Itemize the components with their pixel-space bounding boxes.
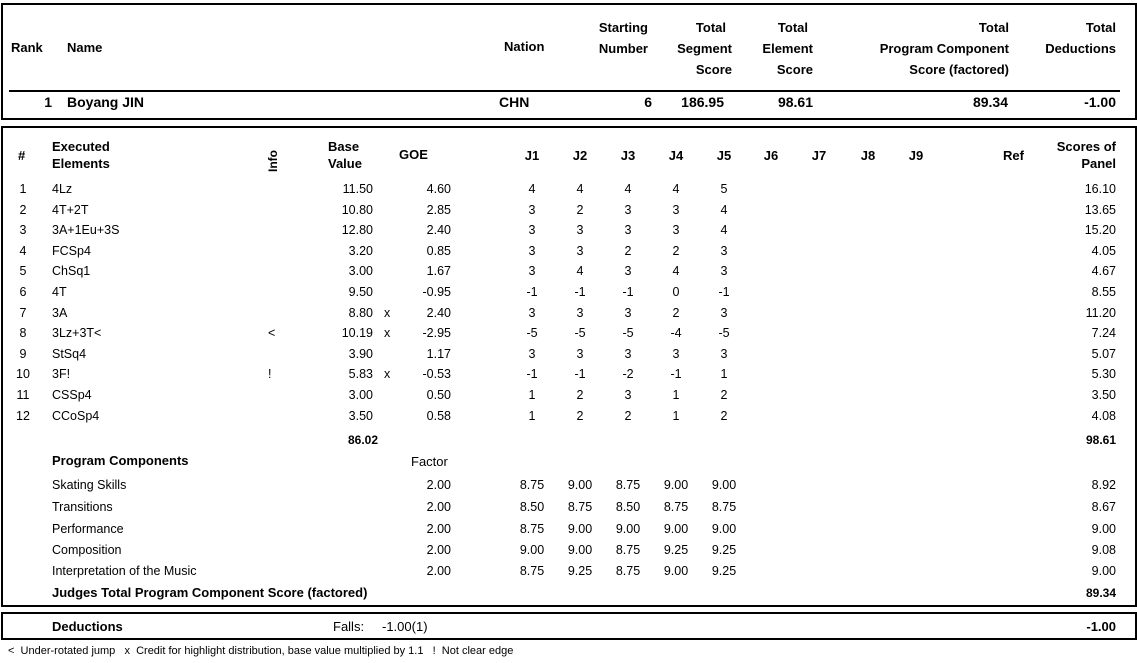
component-name: Composition: [52, 543, 122, 557]
judge-header-6: J6: [763, 148, 779, 163]
element-base-value: 3.90: [348, 347, 373, 361]
starting-number-header: Starting Number: [598, 20, 648, 56]
element-judge-score-j3: 2: [624, 244, 632, 258]
component-panel-score: 9.08: [1091, 543, 1116, 557]
element-panel-score: 5.07: [1091, 347, 1116, 361]
element-judge-score-j5: 2: [720, 409, 728, 423]
element-judge-score-j5: 3: [720, 244, 728, 258]
element-info: <: [268, 326, 276, 340]
component-factor: 2.00: [426, 500, 451, 514]
component-judge-score-j5: 9.25: [711, 543, 737, 557]
element-number: 8: [19, 326, 27, 340]
element-panel-score: 13.65: [1084, 203, 1116, 217]
element-name: CSSp4: [52, 388, 92, 402]
element-base-value: 8.80: [348, 306, 373, 320]
element-number: 3: [19, 223, 27, 237]
element-judge-score-j2: 2: [576, 388, 584, 402]
element-judge-score-j1: 3: [528, 244, 536, 258]
element-judge-score-j3: -5: [622, 326, 634, 340]
rank-header: Rank: [11, 40, 43, 55]
element-judge-score-j5: 4: [720, 203, 728, 217]
component-name: Performance: [52, 522, 124, 536]
element-panel-score: 7.24: [1091, 326, 1116, 340]
element-judge-score-j4: 3: [672, 347, 680, 361]
element-judge-score-j1: -5: [526, 326, 538, 340]
element-judge-score-j5: 5: [720, 182, 728, 196]
element-name: 4T: [52, 285, 67, 299]
component-judge-score-j3: 9.00: [615, 522, 641, 536]
judge-header-2: J2: [572, 148, 588, 163]
element-judge-score-j2: -1: [574, 285, 586, 299]
element-panel-score: 4.08: [1091, 409, 1116, 423]
name-header: Name: [67, 40, 103, 55]
element-number: 9: [19, 347, 27, 361]
element-judge-score-j1: 3: [528, 223, 536, 237]
element-judge-score-j3: 3: [624, 306, 632, 320]
judge-header-9: J9: [908, 148, 924, 163]
summary-divider: [9, 90, 1120, 92]
element-judge-score-j2: 2: [576, 203, 584, 217]
element-goe: 2.40: [426, 223, 451, 237]
pcs-total-label: Judges Total Program Component Score (factored): [52, 585, 368, 600]
element-judge-score-j1: 1: [528, 409, 536, 423]
element-number: 6: [19, 285, 27, 299]
element-judge-score-j2: -5: [574, 326, 586, 340]
component-panel-score: 9.00: [1091, 564, 1116, 578]
element-judge-score-j1: 1: [528, 388, 536, 402]
deductions-total: -1.00: [1086, 619, 1116, 634]
component-judge-score-j1: 8.75: [519, 522, 545, 536]
element-goe: 0.85: [426, 244, 451, 258]
element-judge-score-j2: 3: [576, 306, 584, 320]
factor-header: Factor: [411, 454, 448, 469]
scores-of-panel-header: Scores of Panel: [1056, 139, 1116, 171]
element-number: 11: [16, 388, 30, 402]
element-judge-score-j1: -1: [526, 367, 538, 381]
element-number: 12: [16, 409, 30, 423]
element-base-value: 3.00: [348, 388, 373, 402]
element-judge-score-j1: 3: [528, 264, 536, 278]
elements-score-total: 98.61: [1085, 433, 1116, 447]
element-judge-score-j5: 1: [720, 367, 728, 381]
element-bonus-marker: x: [384, 367, 391, 381]
element-judge-score-j4: 3: [672, 223, 680, 237]
skater-rank: 1: [44, 94, 52, 110]
element-panel-score: 3.50: [1091, 388, 1116, 402]
element-judge-score-j2: 2: [576, 409, 584, 423]
component-judge-score-j3: 8.75: [615, 478, 641, 492]
element-judge-score-j1: 3: [528, 203, 536, 217]
nation-header: Nation: [504, 39, 545, 54]
falls-value: -1.00(1): [382, 619, 428, 634]
component-factor: 2.00: [426, 478, 451, 492]
base-value-header: Base Value: [328, 139, 362, 171]
pcs-header: Total Program Component Score (factored): [879, 20, 1009, 77]
element-judge-score-j2: 3: [576, 244, 584, 258]
element-judge-score-j5: 3: [720, 347, 728, 361]
element-judge-score-j3: 3: [624, 203, 632, 217]
element-panel-score: 15.20: [1084, 223, 1116, 237]
element-panel-score: 11.20: [1085, 306, 1116, 320]
element-goe: 2.40: [426, 306, 451, 320]
element-judge-score-j5: -1: [718, 285, 730, 299]
element-judge-score-j4: -1: [670, 367, 682, 381]
element-panel-score: 8.55: [1091, 285, 1116, 299]
element-panel-score: 5.30: [1091, 367, 1116, 381]
element-goe: -0.95: [422, 285, 451, 299]
skater-pcs: 89.34: [972, 94, 1008, 110]
element-base-value: 3.50: [348, 409, 373, 423]
element-bonus-marker: x: [384, 326, 391, 340]
component-factor: 2.00: [426, 564, 451, 578]
component-judge-score-j4: 9.00: [663, 564, 689, 578]
element-judge-score-j4: 1: [672, 409, 680, 423]
component-judge-score-j5: 9.00: [711, 522, 737, 536]
element-name: ChSq1: [52, 264, 91, 278]
component-judge-score-j4: 9.00: [663, 522, 689, 536]
element-number: 7: [19, 306, 27, 320]
element-name: StSq4: [52, 347, 87, 361]
element-judge-score-j4: 1: [672, 388, 680, 402]
component-judge-score-j2: 8.75: [567, 500, 593, 514]
element-name: 3A: [52, 306, 68, 320]
element-name: 3F!: [52, 367, 71, 381]
skater-tes: 98.61: [777, 94, 813, 110]
element-name: 3A+1Eu+3S: [52, 223, 120, 237]
element-name: FCSp4: [52, 244, 91, 258]
element-judge-score-j3: -2: [622, 367, 634, 381]
element-judge-score-j2: 3: [576, 223, 584, 237]
element-judge-score-j2: 4: [576, 182, 584, 196]
element-judge-score-j4: 4: [672, 182, 680, 196]
component-judge-score-j1: 9.00: [519, 543, 545, 557]
element-judge-score-j3: 3: [624, 264, 632, 278]
element-name: 4Lz: [52, 182, 73, 196]
judge-header-4: J4: [668, 148, 684, 163]
component-judge-score-j4: 9.25: [663, 543, 689, 557]
element-goe: 0.58: [426, 409, 451, 423]
element-bonus-marker: x: [384, 306, 391, 320]
element-base-value: 12.80: [341, 223, 373, 237]
num-header: #: [18, 148, 26, 163]
element-number: 10: [16, 367, 30, 381]
component-judge-score-j2: 9.00: [567, 522, 593, 536]
element-info: !: [268, 367, 272, 381]
element-judge-score-j4: -4: [670, 326, 682, 340]
ref-header: Ref: [1003, 148, 1024, 163]
element-goe: 1.67: [426, 264, 451, 278]
element-judge-score-j2: 3: [576, 347, 584, 361]
element-judge-score-j3: 4: [624, 182, 632, 196]
element-judge-score-j1: 3: [528, 306, 536, 320]
element-judge-score-j3: 3: [624, 223, 632, 237]
element-judge-score-j3: 2: [624, 409, 632, 423]
skater-deductions: -1.00: [1084, 94, 1116, 110]
element-judge-score-j1: 4: [528, 182, 536, 196]
judge-header-5: J5: [716, 148, 732, 163]
component-panel-score: 9.00: [1091, 522, 1116, 536]
element-base-value: 10.19: [341, 326, 373, 340]
component-judge-score-j5: 9.00: [711, 478, 737, 492]
judge-header-7: J7: [811, 148, 827, 163]
judge-header-3: J3: [620, 148, 636, 163]
component-name: Interpretation of the Music: [52, 564, 197, 578]
component-judge-score-j1: 8.75: [519, 478, 545, 492]
element-judge-score-j4: 4: [672, 264, 680, 278]
element-goe: -2.95: [422, 326, 451, 340]
element-judge-score-j1: 3: [528, 347, 536, 361]
component-factor: 2.00: [426, 543, 451, 557]
element-panel-score: 4.67: [1091, 264, 1116, 278]
element-judge-score-j3: -1: [622, 285, 634, 299]
element-base-value: 3.20: [348, 244, 373, 258]
component-judge-score-j5: 8.75: [711, 500, 737, 514]
element-judge-score-j5: 2: [720, 388, 728, 402]
component-factor: 2.00: [426, 522, 451, 536]
goe-header: GOE: [399, 147, 428, 162]
element-goe: 1.17: [426, 347, 451, 361]
skater-name: Boyang JIN: [67, 94, 145, 110]
base-value-total: 86.02: [347, 433, 378, 447]
element-base-value: 10.80: [341, 203, 373, 217]
element-goe: 4.60: [426, 182, 451, 196]
element-base-value: 9.50: [348, 285, 373, 299]
component-judge-score-j4: 9.00: [663, 478, 689, 492]
element-judge-score-j3: 3: [624, 347, 632, 361]
component-judge-score-j2: 9.00: [567, 478, 593, 492]
element-judge-score-j5: -5: [718, 326, 730, 340]
info-header: Info: [266, 150, 280, 172]
pcs-total: 89.34: [1085, 586, 1116, 600]
element-goe: -0.53: [422, 367, 451, 381]
element-judge-score-j2: 4: [576, 264, 584, 278]
component-panel-score: 8.92: [1091, 478, 1116, 492]
element-judge-score-j5: 4: [720, 223, 728, 237]
component-judge-score-j5: 9.25: [711, 564, 737, 578]
program-components-title: Program Components: [52, 453, 189, 468]
element-goe: 2.85: [426, 203, 451, 217]
element-judge-score-j4: 3: [672, 203, 680, 217]
element-base-value: 11.50: [342, 182, 373, 196]
element-number: 1: [19, 182, 27, 196]
skater-nation: CHN: [499, 94, 530, 110]
component-name: Transitions: [52, 500, 113, 514]
element-judge-score-j3: 3: [624, 388, 632, 402]
element-judge-score-j5: 3: [720, 306, 728, 320]
element-judge-score-j2: -1: [574, 367, 586, 381]
tes-header: Total Element Score: [762, 20, 813, 77]
skater-tss: 186.95: [681, 94, 724, 110]
legend-footnote: < Under-rotated jump x Credit for highlight distribution, base value multiplied by 1.1 ! Not clear edge: [8, 645, 514, 657]
element-name: 3Lz+3T<: [52, 326, 102, 340]
component-judge-score-j1: 8.75: [519, 564, 545, 578]
element-judge-score-j1: -1: [526, 285, 538, 299]
element-number: 5: [19, 264, 27, 278]
element-panel-score: 16.10: [1084, 182, 1116, 196]
deductions-header: Total Deductions: [1045, 20, 1116, 56]
falls-label: Falls:: [333, 619, 365, 634]
component-panel-score: 8.67: [1091, 500, 1116, 514]
element-name: 4T+2T: [52, 203, 89, 217]
component-name: Skating Skills: [52, 478, 127, 492]
deductions-label: Deductions: [52, 619, 123, 634]
judge-header-8: J8: [860, 148, 876, 163]
executed-elements-header: Executed Elements: [52, 139, 110, 171]
element-number: 2: [19, 203, 27, 217]
element-base-value: 3.00: [348, 264, 373, 278]
component-judge-score-j3: 8.75: [615, 564, 641, 578]
element-judge-score-j4: 0: [672, 285, 680, 299]
component-judge-score-j3: 8.50: [615, 500, 641, 514]
element-name: CCoSp4: [52, 409, 100, 423]
element-number: 4: [19, 244, 27, 258]
tss-header: Total Segment Score: [677, 20, 732, 77]
element-judge-score-j4: 2: [672, 244, 680, 258]
component-judge-score-j2: 9.25: [567, 564, 593, 578]
component-judge-score-j3: 8.75: [615, 543, 641, 557]
component-judge-score-j2: 9.00: [567, 543, 593, 557]
component-judge-score-j1: 8.50: [519, 500, 545, 514]
deductions-box: [1, 612, 1137, 640]
element-panel-score: 4.05: [1091, 244, 1116, 258]
component-judge-score-j4: 8.75: [663, 500, 689, 514]
element-base-value: 5.83: [348, 367, 373, 381]
element-goe: 0.50: [426, 388, 451, 402]
judge-header-1: J1: [524, 148, 540, 163]
element-judge-score-j5: 3: [720, 264, 728, 278]
skater-starting-number: 6: [644, 94, 652, 110]
element-judge-score-j4: 2: [672, 306, 680, 320]
